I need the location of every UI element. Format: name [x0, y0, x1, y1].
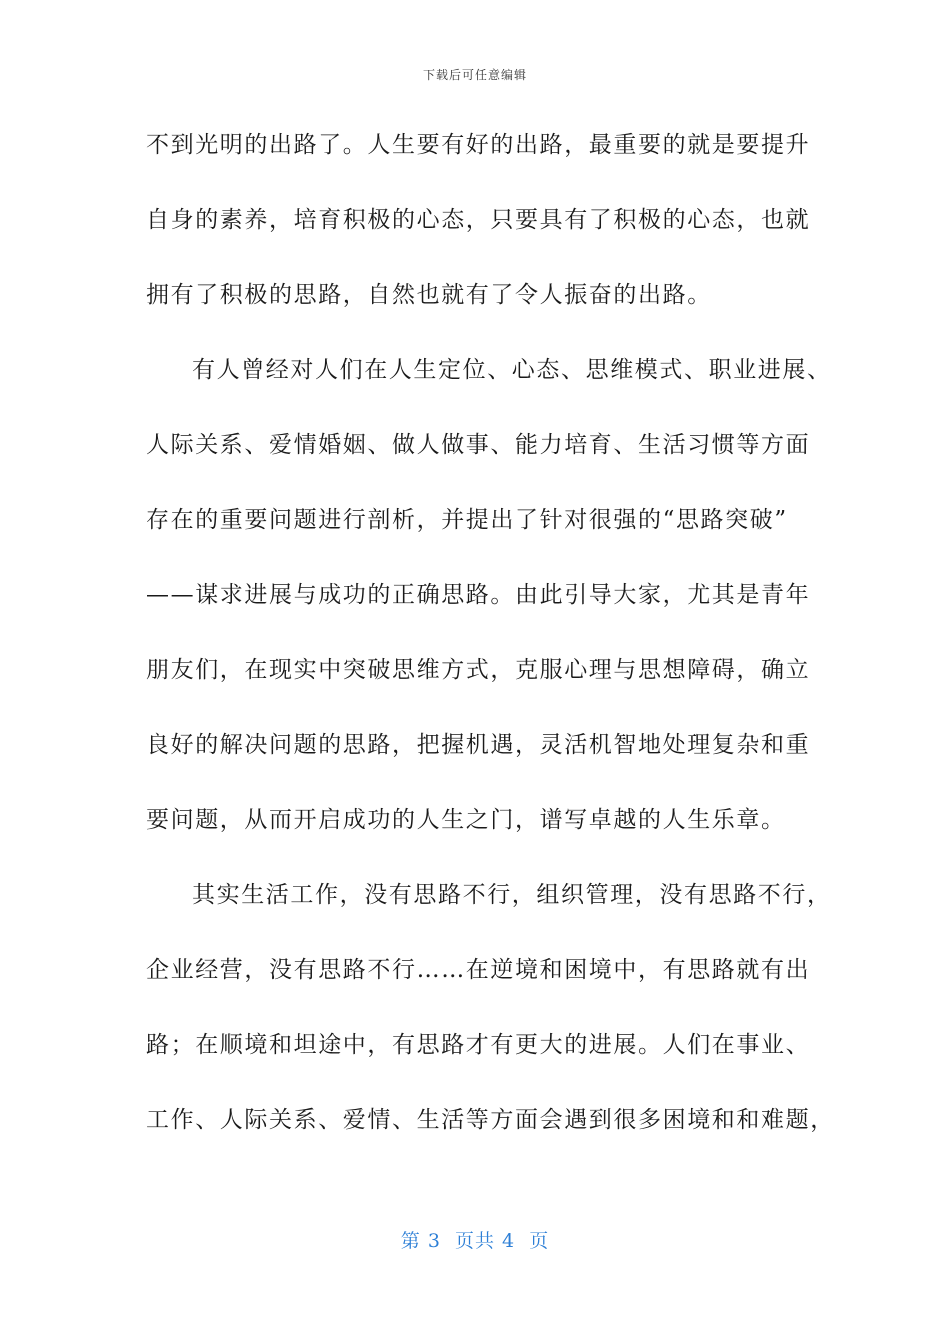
text-line: 人际关系、爱情婚姻、做人做事、能力培育、生活习惯等方面 [146, 432, 811, 458]
text-line: 路；在顺境和坦途中，有思路才有更大的进展。人们在事业、 [146, 1032, 811, 1058]
paragraph-first-line: 其实生活工作，没有思路不行，组织管理，没有思路不行， [192, 882, 832, 908]
text-line: 朋友们，在现实中突破思维方式，克服心理与思想障碍，确立 [146, 657, 811, 683]
text-line: 要问题，从而开启成功的人生之门，谱写卓越的人生乐章。 [146, 807, 786, 833]
text-line: ——谋求进展与成功的正确思路。由此引导大家，尤其是青年 [146, 582, 811, 608]
page-number-footer: 第 3 页共 4 页 [400, 1230, 550, 1252]
paragraph-first-line: 有人曾经对人们在人生定位、心态、思维模式、职业进展、 [192, 357, 832, 383]
text-line: 工作、人际关系、爱情、生活等方面会遇到很多困境和和难题， [146, 1107, 835, 1133]
text-line: 拥有了积极的思路，自然也就有了令人振奋的出路。 [146, 282, 712, 308]
text-line: 不到光明的出路了。人生要有好的出路，最重要的就是要提升 [146, 132, 811, 158]
page-header-note: 下载后可任意编辑 [422, 68, 527, 82]
text-line: 存在的重要问题进行剖析，并提出了针对很强的“思路突破” [146, 507, 788, 533]
text-line: 自身的素养，培育积极的心态，只要具有了积极的心态，也就 [146, 207, 811, 233]
text-line: 良好的解决问题的思路，把握机遇，灵活机智地处理复杂和重 [146, 732, 811, 758]
text-line: 企业经营，没有思路不行……在逆境和困境中，有思路就有出 [146, 957, 811, 983]
